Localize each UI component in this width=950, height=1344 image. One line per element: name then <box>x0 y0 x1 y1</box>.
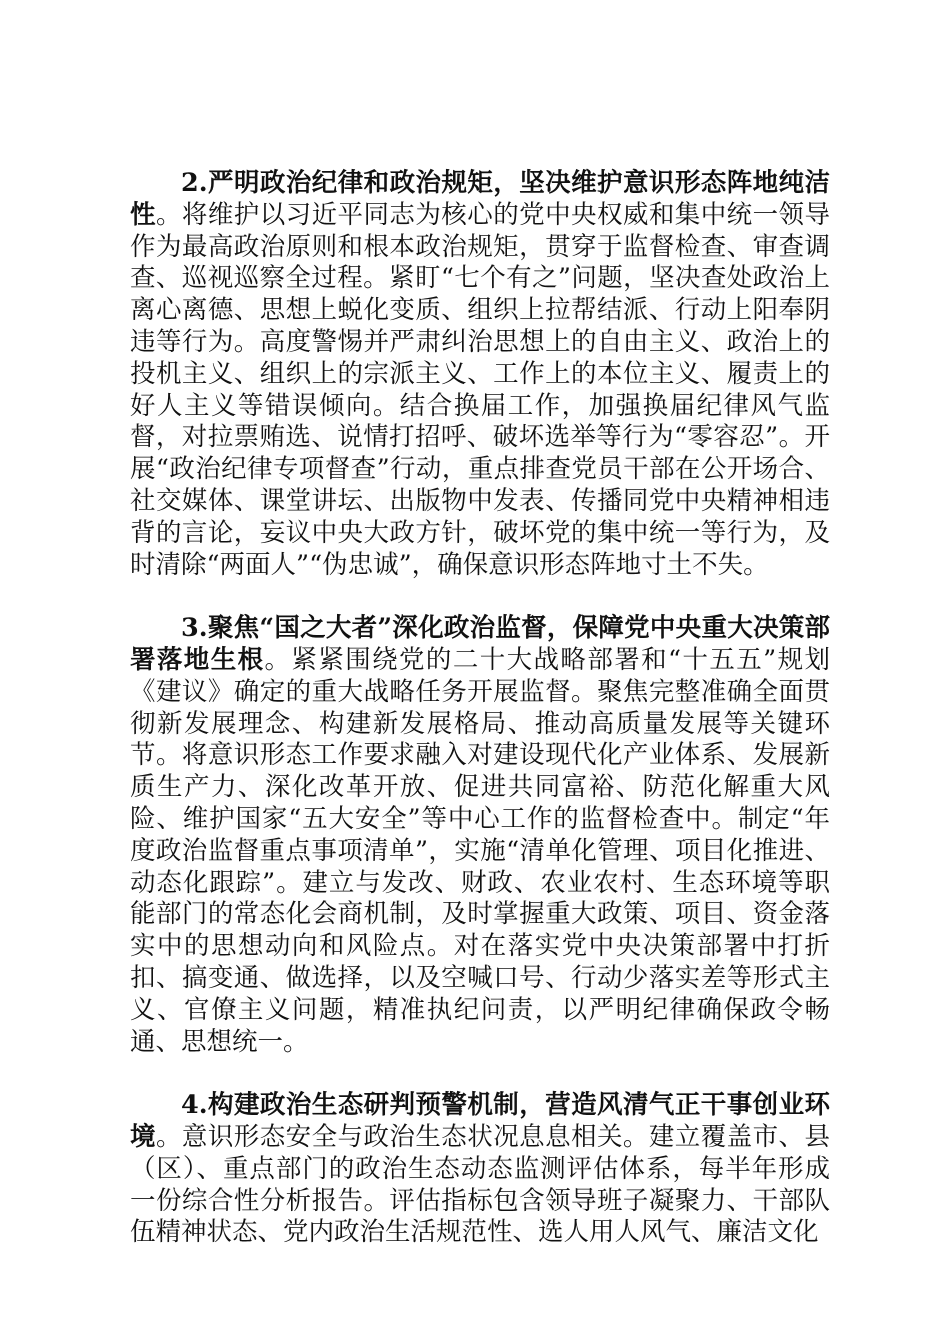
paragraph-3-heading: 3.聚焦“国之大者”深化政治监督，保障党中央重大决策部署落地生根 <box>130 613 830 675</box>
paragraph-4 <box>130 1090 830 1249</box>
paragraph-3 <box>130 613 830 1058</box>
document-page <box>130 168 830 1249</box>
paragraph-2-heading: 2.严明政治纪律和政治规矩，坚决维护意识形态阵地纯洁性 <box>130 168 830 230</box>
paragraph-4-body: 。意识形态安全与政治生态状况息息相关。建立覆盖市、县（区）、重点部门的政治生态动态监测评估体系，每半年形成一份综合性分析报告。评估指标包含领导班子凝聚力、干部队伍精神状态、党内政治生活规范性、选人用人风气、廉洁文化 <box>130 1121 830 1248</box>
paragraph-3-body: 。紧紧围绕党的二十大战略部署和“十五五”规划《建议》确定的重大战略任务开展监督。聚焦完整准确全面贯彻新发展理念、构建新发展格局、推动高质量发展等关键环节。将意识形态工作要求融入对建设现代化产业体系、发展新质生产力、深化改革开放、促进共同富裕、防范化解重大风险、维护国家“五大安全”等中心工作的监督检查中。制定“年度政治监督重点事项清单”，实施“清单化管理、项目化推进、动态化跟踪”。建立与发改、财政、农业农村、生态环境等职能部门的常态化会商机制，及时掌握重大政策、项目、资金落实中的思想动向和风险点。对在落实党中央决策部署中打折扣、搞变通、做选择，以及空喊口号、行动少落实差等形式主义、官僚主义问题，精准执纪问责，以严明纪律确保政令畅通、思想统一。 <box>130 644 830 1057</box>
paragraph-2-body: 。将维护以习近平同志为核心的党中央权威和集中统一领导作为最高政治原则和根本政治规矩，贯穿于监督检查、审查调查、巡视巡察全过程。紧盯“七个有之”问题，坚决查处政治上离心离德、思想上蜕化变质、组织上拉帮结派、行动上阳奉阴违等行为。高度警惕并严肃纠治思想上的自由主义、政治上的投机主义、组织上的宗派主义、工作上的本位主义、履责上的好人主义等错误倾向。结合换届工作，加强换届纪律风气监督，对拉票贿选、说情打招呼、破坏选举等行为“零容忍”。开展“政治纪律专项督查”行动，重点排查党员干部在公开场合、社交媒体、课堂讲坛、出版物中发表、传播同党中央精神相违背的言论，妄议中央大政方针，破坏党的集中统一等行为，及时清除“两面人”“伪忠诚”，确保意识形态阵地寸土不失。 <box>130 199 830 580</box>
paragraph-2 <box>130 168 830 581</box>
paragraph-4-heading: 4.构建政治生态研判预警机制，营造风清气正干事创业环境 <box>130 1090 830 1152</box>
